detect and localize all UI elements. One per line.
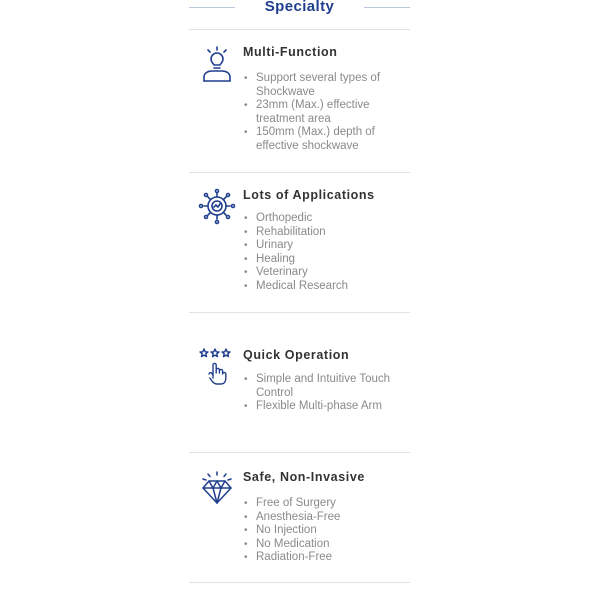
list-item: • Anesthesia-Free [243,511,403,525]
feature-list [243,212,403,293]
feature-multi-function [189,45,410,155]
page-title: Specialty [264,0,335,15]
list-item: • Medical Research [243,280,403,294]
section-header [189,0,410,18]
list-item: • Healing [243,253,403,267]
feature-title: Multi-Function [243,45,338,59]
list-item: • 150mm (Max.) depth of effective shockwave [243,126,403,153]
stars-hand-icon [198,348,236,386]
list-item: • Free of Surgery [243,497,403,511]
list-item: • Veterinary [243,266,403,280]
feature-title: Safe, Non-Invasive [243,470,365,484]
feature-safe-non-invasive [189,470,410,570]
list-item: • Radiation-Free [243,551,403,565]
feature-title: Quick Operation [243,348,350,362]
lightbulb-person-icon [198,45,236,83]
divider [189,29,410,30]
divider [189,452,410,453]
feature-list [243,72,403,153]
feature-list [243,497,403,565]
list-item: • No Medication [243,538,403,552]
feature-applications [189,188,410,298]
list-item: • No Injection [243,524,403,538]
list-item: • Urinary [243,239,403,253]
list-item: • Support several types of Shockwave [243,72,403,99]
divider [189,172,410,173]
gear-network-icon [198,188,236,226]
feature-quick-operation [189,348,410,428]
list-item: • Rehabilitation [243,226,403,240]
list-item: • 23mm (Max.) effective treatment area [243,99,403,126]
header-line-right [364,7,410,8]
divider [189,312,410,313]
list-item: • Flexible Multi-phase Arm [243,400,403,414]
divider [189,582,410,583]
list-item: • Simple and Intuitive Touch Control [243,373,403,400]
diamond-icon [198,470,236,508]
feature-title: Lots of Applications [243,188,375,202]
feature-list [243,373,403,414]
list-item: • Orthopedic [243,212,403,226]
